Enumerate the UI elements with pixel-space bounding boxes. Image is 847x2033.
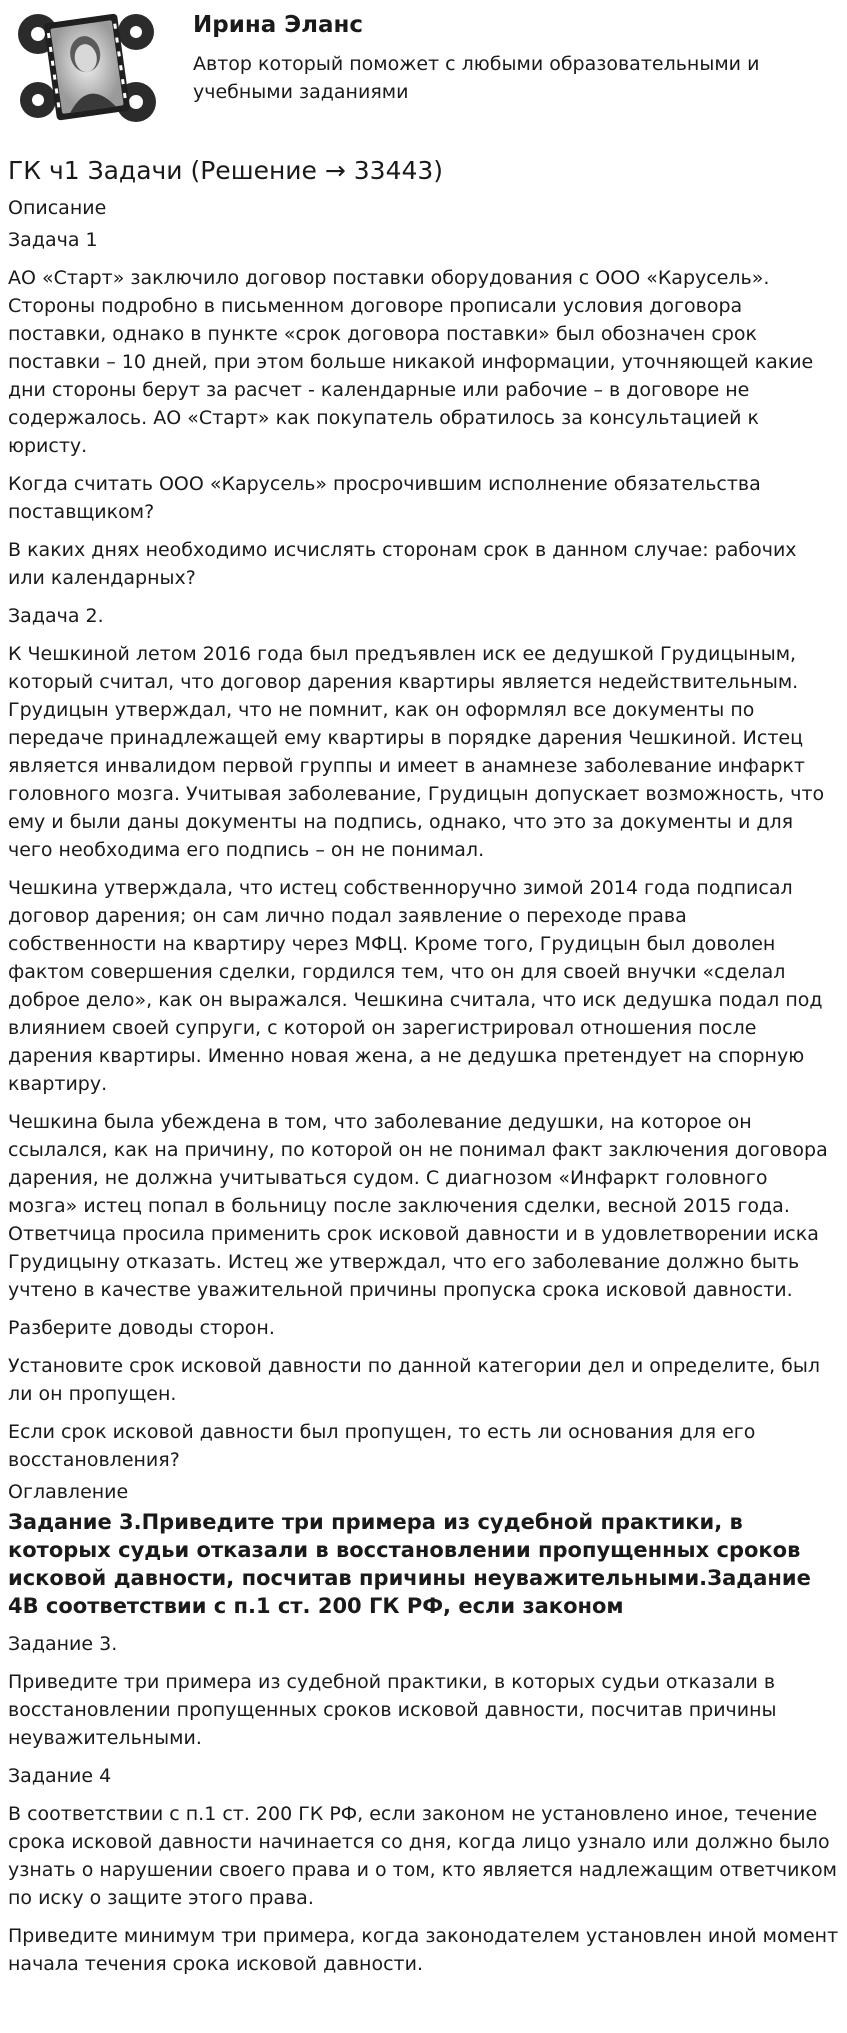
task-1-paragraph: Когда считать ООО «Карусель» просрочившим исполнение обязательства поставщиком? xyxy=(8,473,761,523)
author-avatar xyxy=(16,8,158,126)
task-2-paragraph: Установите срок исковой давности по данной категории дел и определите, был ли он пропущен. xyxy=(8,1355,821,1405)
table-of-contents xyxy=(8,1478,839,1620)
task-4-paragraph: Приведите минимум три примера, когда законодателем установлен иной момент начала течения срока исковой давности. xyxy=(8,1925,839,1975)
task-1-paragraph: В каких днях необходимо исчислять сторонам срок в данном случае: рабочих или календарных? xyxy=(8,539,797,589)
task-1-label: Задача 1 xyxy=(8,229,98,251)
task-4-paragraph: В соответствии с п.1 ст. 200 ГК РФ, если законом не установлено иное, течение срока исковой давности начинается со дня, когда лицо узнало или должно было узнать о нарушении своего права и о том, кто является надлежащим ответчиком по иску о защите этого права. xyxy=(8,1803,837,1909)
author-header xyxy=(8,0,839,140)
task-2 xyxy=(8,602,839,1474)
toc-label: Оглавление xyxy=(8,1481,129,1503)
task-2-paragraph: К Чешкиной летом 2016 года был предъявлен иск ее дедушкой Грудицыным, который считал, что договор дарения квартиры является недействительным. Грудицын утверждал, что не помнит, как он оформлял все документы по передаче принадлежащей ему квартиры в порядке дарения Чешкиной. Истец является инвалидом первой группы и имеет в анамнезе заболевание инфаркт головного мозга. Учитывая заболевание, Грудицын допускает возможность, что ему и были даны документы на подпись, однако, что это за документы и для чего необходима его подпись – он не понимал. xyxy=(8,643,825,861)
author-description: Автор который поможет с любыми образовательными и учебными заданиями xyxy=(193,53,760,103)
task-2-label: Задача 2. xyxy=(8,605,104,627)
toc-title: Задание 3.Приведите три примера из судебной практики, в которых судьи отказали в восстановлении пропущенных сроков исковой давности, посчитав причины неуважительными.Задание 4В соответствии с п.1 ст. 200 ГК РФ, если законом xyxy=(8,1510,811,1618)
task-3 xyxy=(8,1630,839,1752)
task-4-label: Задание 4 xyxy=(8,1765,112,1787)
document-title: ГК ч1 Задачи (Решение → 33443) xyxy=(8,156,444,185)
author-name: Ирина Эланс xyxy=(193,12,364,38)
task-1-paragraph: АО «Старт» заключило договор поставки оборудования с ООО «Карусель». Стороны подробно в письменном договоре прописали условия договора поставки, однако в пункте «срок договора поставки» был обозначен срок поставки – 10 дней, при этом больше никакой информации, уточняющей какие дни стороны берут за расчет - календарные или рабочие – в договоре не содержалось. АО «Старт» как покупатель обратилось за консультацией к юристу. xyxy=(8,267,814,457)
description-label: Описание xyxy=(8,197,107,219)
document-body xyxy=(8,154,839,1978)
film-frame-avatar-icon xyxy=(16,8,158,126)
task-2-paragraph: Разберите доводы сторон. xyxy=(8,1317,275,1339)
task-3-label: Задание 3. xyxy=(8,1633,118,1655)
task-4 xyxy=(8,1762,839,1978)
task-2-paragraph: Чешкина утверждала, что истец собственноручно зимой 2014 года подписал договор дарения; он сам лично подал заявление о переходе права собственности на квартиру через МФЦ. Кроме того, Грудицын был доволен фактом совершения сделки, гордился тем, что он для своей внучки «сделал доброе дело», как он выражался. Чешкина считала, что иск дедушка подал под влиянием своей супруги, с которой он зарегистрировал отношения после дарения квартиры. Именно новая жена, а не дедушка претендует на спорную квартиру. xyxy=(8,877,823,1095)
task-2-paragraph: Чешкина была убеждена в том, что заболевание дедушки, на которое он ссылался, как на причину, по которой он не понимал факт заключения договора дарения, не должна учитываться судом. С диагнозом «Инфаркт головного мозга» истец попал в больницу после заключения сделки, весной 2015 года. Ответчица просила применить срок исковой давности и в удовлетворении иска Грудицыну отказать. Истец же утверждал, что его заболевание должно быть учтено в качестве уважительной причины пропуска срока исковой давности. xyxy=(8,1111,828,1301)
task-2-paragraph: Если срок исковой давности был пропущен, то есть ли основания для его восстановления? xyxy=(8,1421,756,1471)
task-3-paragraph: Приведите три примера из судебной практики, в которых судьи отказали в восстановлении пропущенных сроков исковой давности, посчитав причины неуважительными. xyxy=(8,1671,777,1749)
task-1 xyxy=(8,226,839,592)
